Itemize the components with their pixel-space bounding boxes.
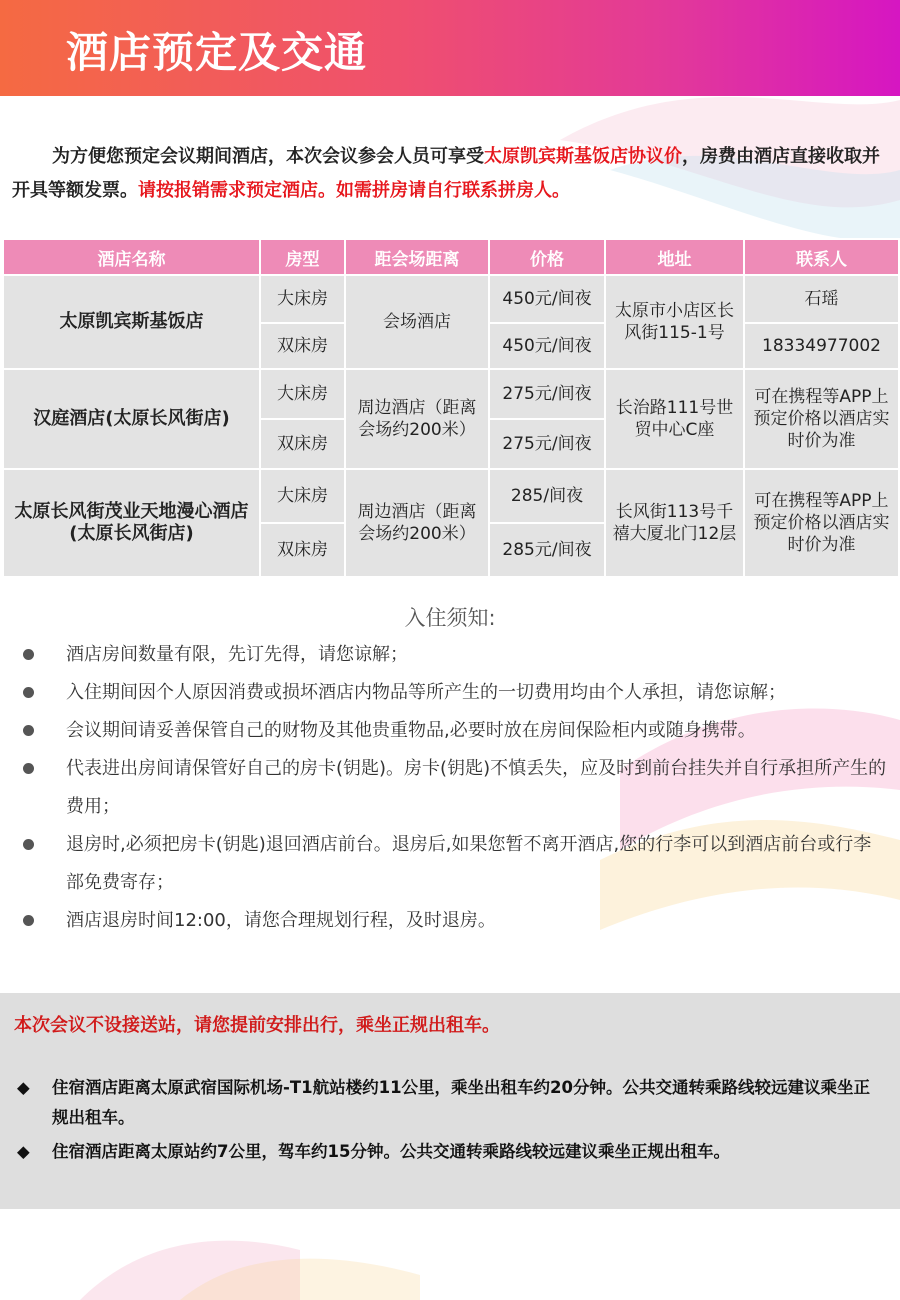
list-item (18, 674, 888, 712)
hotel-address: 太原市小店区长风街115-1号 (605, 275, 744, 369)
notice-text: 酒店退房时间12:00，请您合理规划行程，及时退房。 (66, 910, 496, 931)
col-header-room-type: 房型 (260, 239, 345, 275)
page-title: 酒店预定及交通 (66, 28, 368, 77)
intro-text-2: ，房费由酒店直接收取并开具等额发票。 (12, 146, 880, 201)
table-row (3, 469, 899, 523)
list-item (14, 1137, 884, 1167)
notice-text: 会议期间请妥善保管自己的财物及其他贵重物品,必要时放在房间保险柜内或随身携带。 (66, 720, 756, 741)
bullet-icon (23, 725, 34, 736)
room-price: 450元/间夜 (489, 275, 605, 323)
col-header-address: 地址 (605, 239, 744, 275)
col-header-hotel-name: 酒店名称 (3, 239, 260, 275)
col-header-distance: 距会场距离 (345, 239, 489, 275)
list-item (14, 1073, 884, 1133)
diamond-bullet-icon: ◆ (17, 1078, 30, 1097)
hotel-address: 长风街113号千禧大厦北门12层 (605, 469, 744, 577)
room-price: 285/间夜 (489, 469, 605, 523)
hotel-distance: 会场酒店 (345, 275, 489, 369)
notice-text: 酒店房间数量有限，先订先得，请您谅解； (66, 644, 408, 665)
room-type: 双床房 (260, 523, 345, 577)
contact-phone: 18334977002 (744, 323, 899, 369)
bullet-icon (23, 763, 34, 774)
transport-text: 住宿酒店距离太原站约7公里，驾车约15分钟。公共交通转乘路线较远建议乘坐正规出租车。 (52, 1142, 730, 1161)
notice-text: 代表进出房间请保管好自己的房卡(钥匙)。房卡(钥匙)不慎丢失，应及时到前台挂失并自行承担所产生的费用； (66, 758, 887, 817)
col-header-price: 价格 (489, 239, 605, 275)
room-type: 双床房 (260, 323, 345, 369)
table-row (3, 275, 899, 323)
room-price: 450元/间夜 (489, 323, 605, 369)
hotel-address: 长治路111号世贸中心C座 (605, 369, 744, 469)
list-item (18, 712, 888, 750)
notice-text: 入住期间因个人原因消费或损坏酒店内物品等所产生的一切费用均由个人承担，请您谅解； (66, 682, 786, 703)
bullet-icon (23, 649, 34, 660)
contact-name: 石瑶 (744, 275, 899, 323)
hotel-table (2, 238, 900, 578)
hotel-name: 汉庭酒店(太原长风街店) (3, 369, 260, 469)
intro-highlight-hotel: 太原凯宾斯基饭店协议价 (484, 146, 682, 167)
hotel-distance: 周边酒店（距离会场约200米） (345, 369, 489, 469)
hotel-contact: 可在携程等APP上预定价格以酒店实时价为准 (744, 369, 899, 469)
intro-paragraph (12, 140, 882, 208)
hotel-distance: 周边酒店（距离会场约200米） (345, 469, 489, 577)
intro-highlight-booking: 请按报销需求预定酒店。如需拼房请自行联系拼房人。 (138, 180, 570, 201)
list-item (18, 826, 888, 902)
room-type: 双床房 (260, 419, 345, 469)
header-banner (0, 0, 900, 96)
bullet-icon (23, 915, 34, 926)
hotel-name: 太原长风街茂业天地漫心酒店(太原长风街店) (3, 469, 260, 577)
bullet-icon (23, 839, 34, 850)
transport-list (14, 1073, 884, 1171)
room-type: 大床房 (260, 469, 345, 523)
list-item (18, 902, 888, 940)
transport-section (0, 993, 900, 1209)
transport-text: 住宿酒店距离太原武宿国际机场-T1航站楼约11公里，乘坐出租车约20分钟。公共交通转乘路线较远建议乘坐正规出租车。 (52, 1078, 871, 1127)
room-type: 大床房 (260, 369, 345, 419)
table-header-row (3, 239, 899, 275)
room-type: 大床房 (260, 275, 345, 323)
hotel-name: 太原凯宾斯基饭店 (3, 275, 260, 369)
bullet-icon (23, 687, 34, 698)
list-item (18, 636, 888, 674)
intro-text-1: 为方便您预定会议期间酒店，本次会议参会人员可享受 (52, 146, 484, 167)
notice-text: 退房时,必须把房卡(钥匙)退回酒店前台。退房后,如果您暂不离开酒店,您的行李可以到酒店前台或行李部免费寄存； (66, 834, 872, 893)
room-price: 285元/间夜 (489, 523, 605, 577)
transport-warning: 本次会议不设接送站，请您提前安排出行，乘坐正规出租车。 (14, 1015, 500, 1036)
col-header-contact: 联系人 (744, 239, 899, 275)
table-row (3, 369, 899, 419)
room-price: 275元/间夜 (489, 369, 605, 419)
room-price: 275元/间夜 (489, 419, 605, 469)
hotel-contact: 可在携程等APP上预定价格以酒店实时价为准 (744, 469, 899, 577)
list-item (18, 750, 888, 826)
notice-title: 入住须知: (404, 606, 496, 630)
notice-list (18, 636, 888, 940)
diamond-bullet-icon: ◆ (17, 1142, 30, 1161)
